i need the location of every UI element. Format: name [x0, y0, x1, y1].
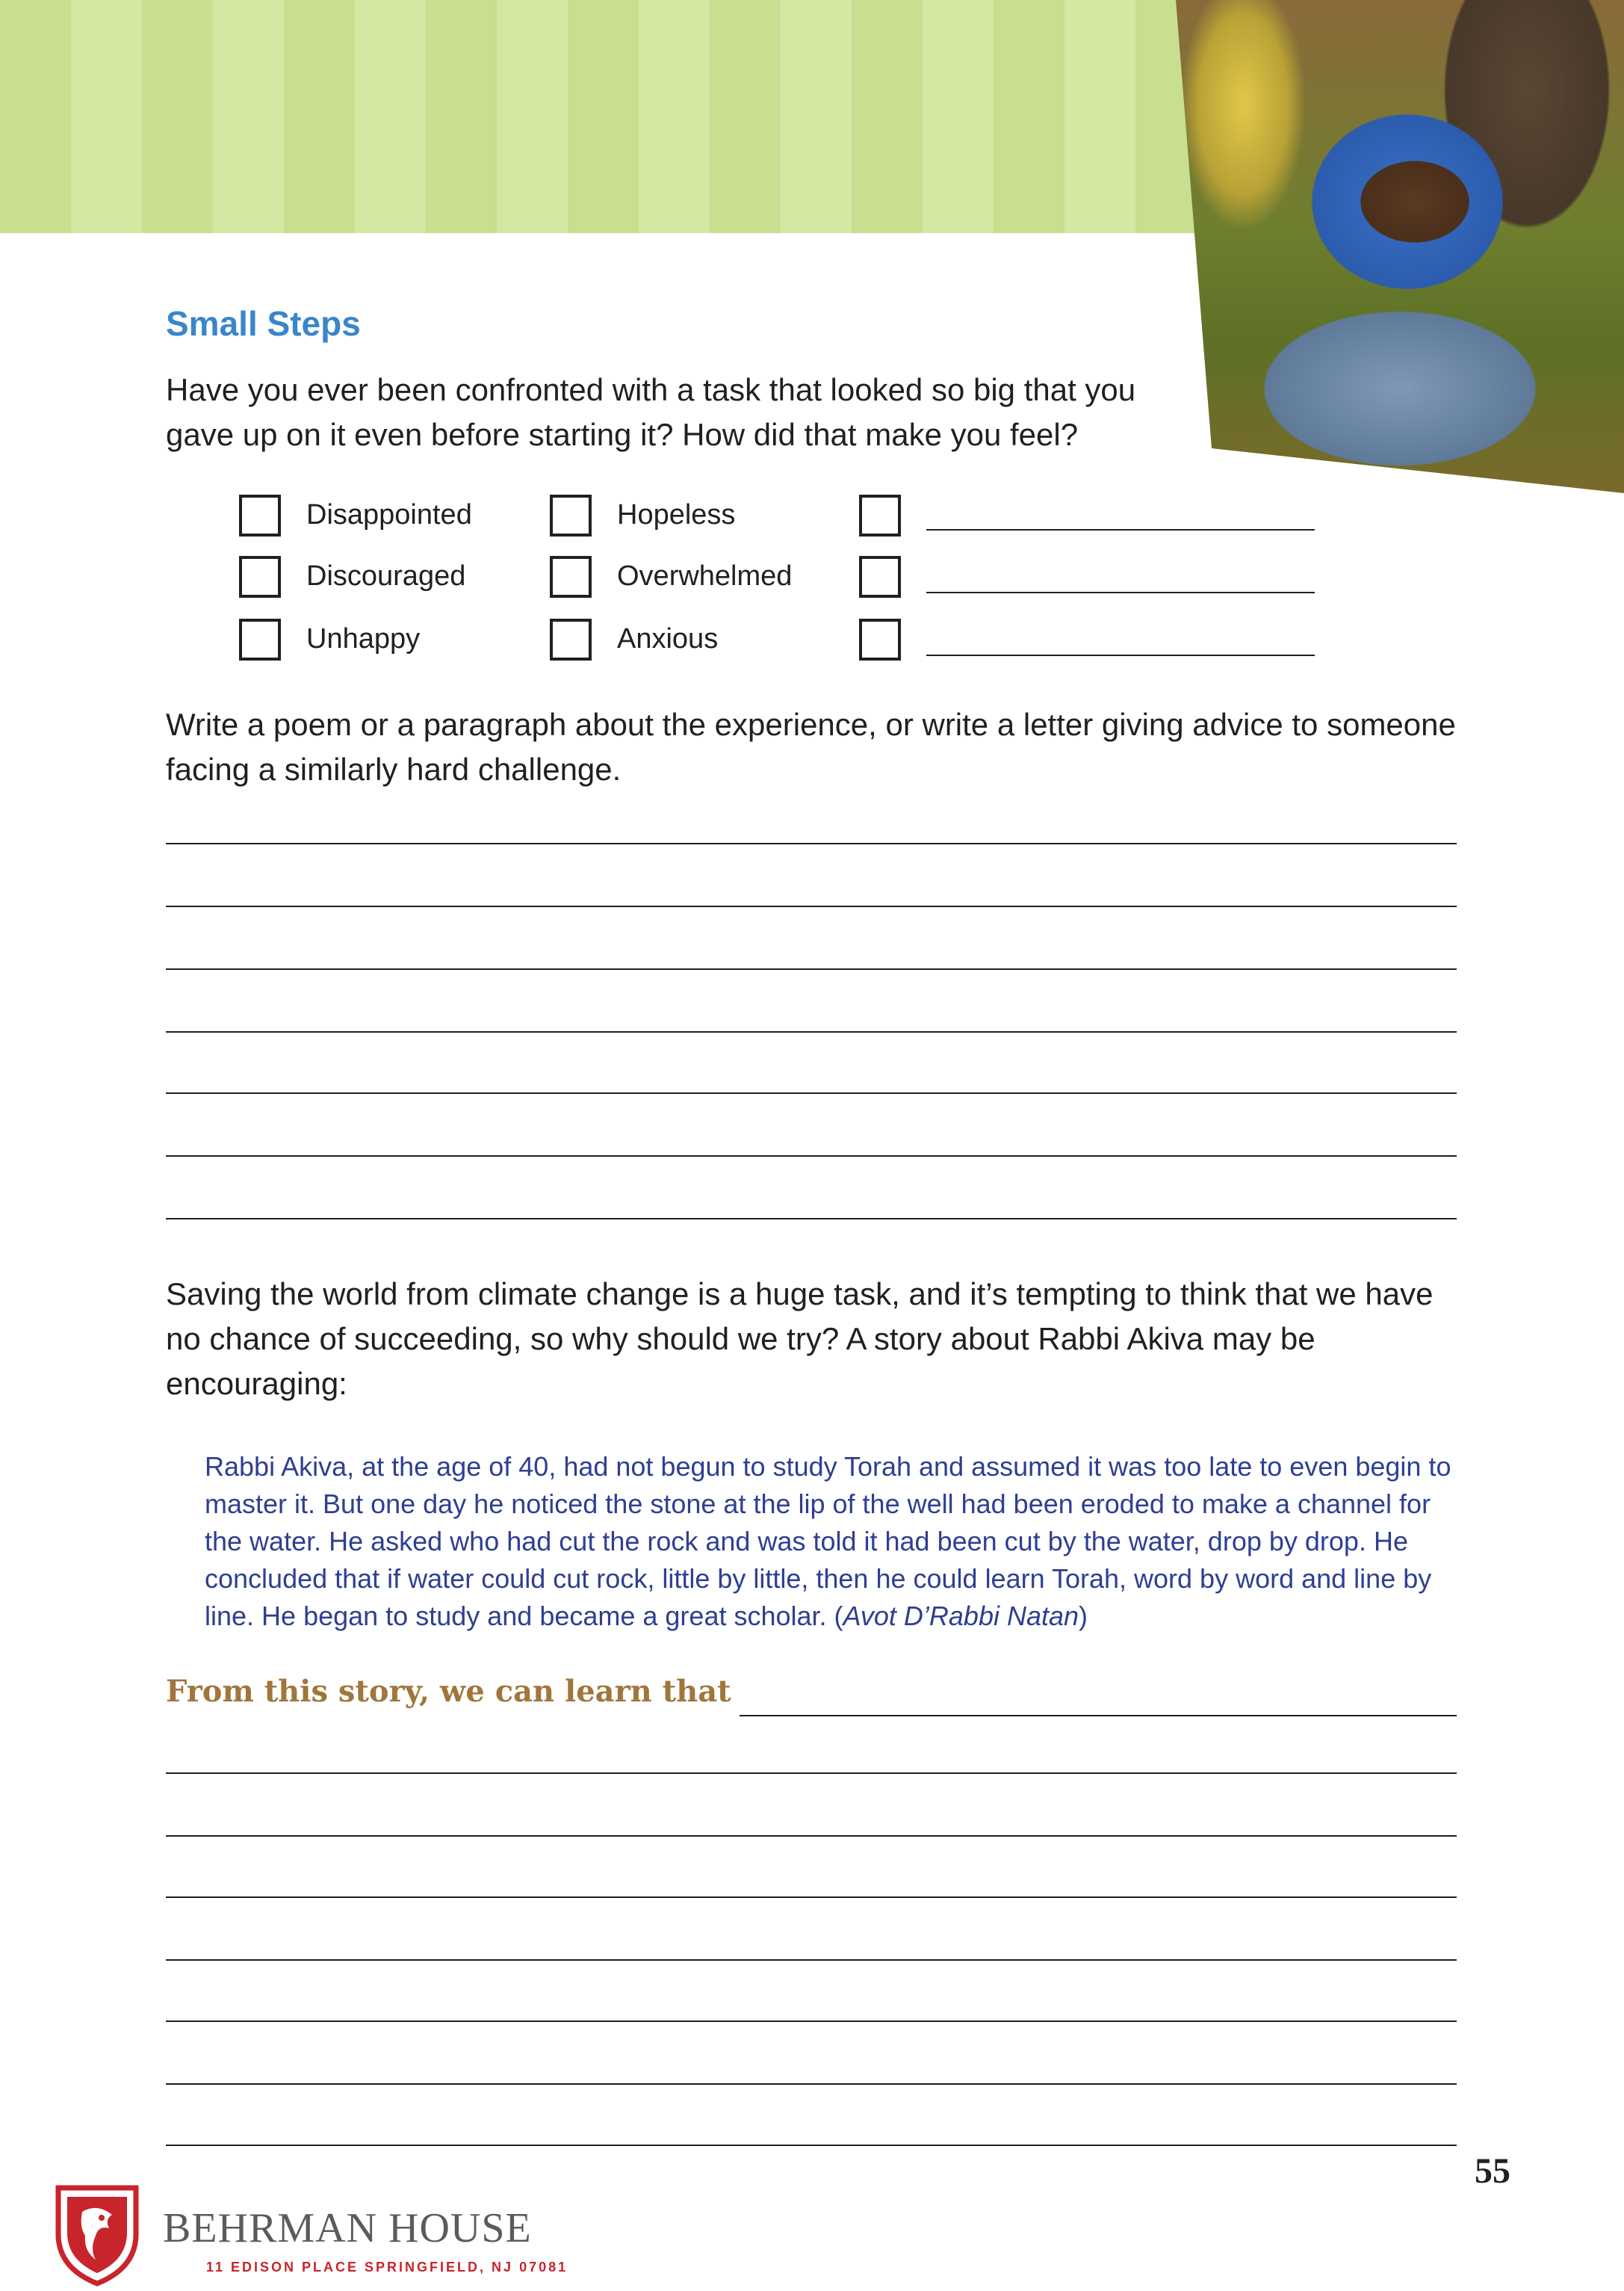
- story-text: Rabbi Akiva, at the age of 40, had not begun to study Torah and assumed it was too late to even begin to master it. But one day he noticed the stone at the lip of the well had been eroded to make a channel for the water. He asked who had cut the rock and was told it had been cut by the water, drop by drop. He concluded that if water could cut rock, little by little, then he could learn Torah, word by word and line by line. He began to study and became a great scholar. (: [205, 1451, 1451, 1631]
- checkbox-overwhelmed[interactable]: [550, 556, 592, 598]
- publisher-shield-icon: [52, 2182, 142, 2287]
- writing-line[interactable]: [166, 1835, 1457, 1837]
- writing-line[interactable]: [166, 843, 1457, 844]
- writing-line[interactable]: [166, 1092, 1457, 1094]
- page-number: 55: [1475, 2151, 1510, 2191]
- writing-line[interactable]: [166, 1772, 1457, 1774]
- story-close: ): [1079, 1601, 1088, 1631]
- intro-question: Have you ever been confronted with a task that looked so big that you gave up on it even before starting it? How did that make you feel?: [166, 372, 1136, 452]
- checkbox-anxious[interactable]: [550, 619, 592, 661]
- label-disappointed: Disappointed: [306, 499, 472, 531]
- writing-line[interactable]: [166, 1218, 1457, 1219]
- checkbox-hopeless[interactable]: [550, 495, 592, 537]
- writing-line[interactable]: [166, 968, 1457, 970]
- writing-line[interactable]: [166, 2083, 1457, 2085]
- custom-feeling-blank-2[interactable]: [926, 592, 1315, 593]
- custom-feeling-blank-3[interactable]: [926, 655, 1315, 656]
- checkbox-disappointed[interactable]: [239, 495, 281, 537]
- label-discouraged: Discouraged: [306, 560, 466, 592]
- label-unhappy: Unhappy: [306, 623, 421, 655]
- label-anxious: Anxious: [617, 623, 719, 655]
- checkbox-custom-1[interactable]: [859, 495, 901, 537]
- photo-sad-child: [1176, 0, 1624, 493]
- checkbox-custom-3[interactable]: [859, 619, 901, 661]
- writing-line[interactable]: [166, 1031, 1457, 1033]
- akiva-story: [205, 1448, 1475, 1635]
- writing-line[interactable]: [166, 1155, 1457, 1157]
- writing-line[interactable]: [166, 1959, 1457, 1961]
- writing-line[interactable]: [166, 1896, 1457, 1898]
- custom-feeling-blank-1[interactable]: [926, 529, 1315, 531]
- section-title: Small Steps: [166, 304, 361, 343]
- checkbox-unhappy[interactable]: [239, 619, 281, 661]
- writing-line[interactable]: [166, 906, 1457, 907]
- label-hopeless: Hopeless: [617, 499, 736, 531]
- publisher-name: BEHRMAN HOUSE: [163, 2205, 532, 2251]
- writing-line[interactable]: [166, 2021, 1457, 2022]
- climate-paragraph: Saving the world from climate change is a huge task, and it’s tempting to think that we have no chance of succeeding, so why should we try? A story about Rabbi Akiva may be encouraging:: [166, 1276, 1434, 1401]
- checkbox-custom-2[interactable]: [859, 556, 901, 598]
- lesson-first-line[interactable]: [740, 1715, 1457, 1716]
- lesson-prompt: From this story, we can learn that: [166, 1674, 731, 1709]
- story-source: Avot D’Rabbi Natan: [843, 1601, 1079, 1631]
- checkbox-discouraged[interactable]: [239, 556, 281, 598]
- publisher-address: 11 EDISON PLACE SPRINGFIELD, NJ 07081: [206, 2260, 568, 2275]
- label-overwhelmed: Overwhelmed: [617, 560, 793, 592]
- writing-line[interactable]: [166, 2145, 1457, 2146]
- header-banner: [0, 0, 1195, 233]
- writing-prompt: Write a poem or a paragraph about the experience, or write a letter giving advice to someone facing a similarly hard challenge.: [166, 707, 1456, 787]
